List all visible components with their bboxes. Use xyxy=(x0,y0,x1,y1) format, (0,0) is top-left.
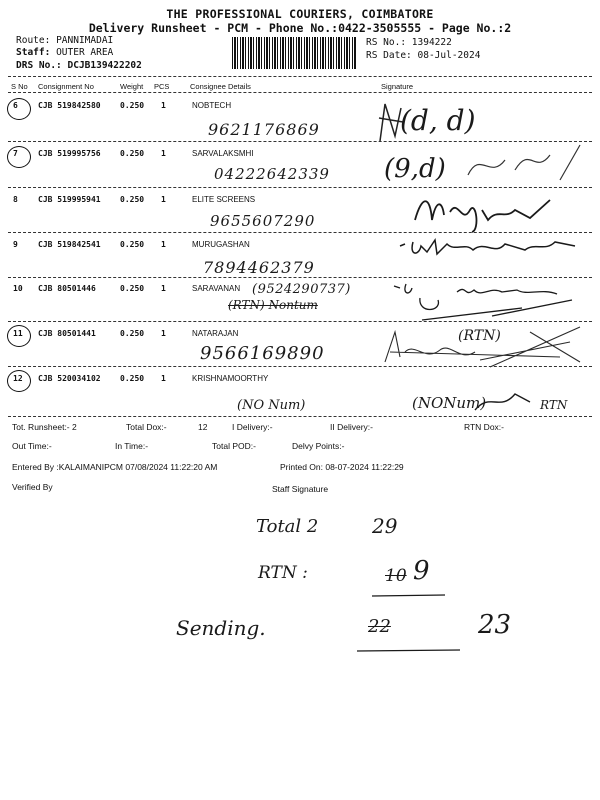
staff-signature: Staff Signature xyxy=(272,484,329,494)
row-consignee: SARVALAKSMHI xyxy=(192,149,254,158)
circled-mark xyxy=(7,98,31,120)
row-weight: 0.250 xyxy=(120,240,145,249)
row-sno: 12 xyxy=(13,374,23,383)
runsheet-subtitle: Delivery Runsheet - PCM - Phone No.:0422-3505555 - Page No.:2 xyxy=(88,21,512,35)
row-note-handwritten: (RTN) Nontum xyxy=(228,298,318,312)
row-sno: 11 xyxy=(13,329,23,338)
row-consignment: CJB 519842580 xyxy=(38,101,101,110)
row-pcs: 1 xyxy=(161,195,166,204)
sending-label-handwritten: Sending. xyxy=(176,616,266,640)
row-pcs: 1 xyxy=(161,329,166,338)
drs-value: DCJB139422202 xyxy=(67,60,142,71)
rtn-value-handwritten: 9 xyxy=(413,556,430,586)
row-sno: 7 xyxy=(13,149,18,158)
row-phone-handwritten: (NO Num) xyxy=(237,398,306,413)
verified-by: Verified By xyxy=(12,482,53,492)
table-top-rule xyxy=(8,76,592,77)
rtn-underline xyxy=(370,593,450,599)
tot-runsheet: Tot. Runsheet:- 2 xyxy=(12,422,77,432)
row-signature-handwritten: (9,d) xyxy=(384,154,446,184)
col-signature: Signature xyxy=(381,82,414,91)
in-time: In Time:- xyxy=(115,441,149,451)
i-delivery: I Delivery:- xyxy=(232,422,273,432)
staff-label: Staff: xyxy=(16,47,51,58)
col-consignee: Consignee Details xyxy=(190,82,251,91)
drs-line xyxy=(16,60,142,71)
out-time: Out Time:- xyxy=(12,441,52,451)
signature-scribble xyxy=(395,234,585,264)
rs-date-line xyxy=(366,50,480,61)
col-consignment: Consignment No xyxy=(38,82,94,91)
rs-no-value: 1394222 xyxy=(411,37,452,48)
row-consignee: NATARAJAN xyxy=(192,329,239,338)
drs-label: DRS No.: xyxy=(16,60,62,71)
total-pod: Total POD:- xyxy=(212,441,256,451)
col-weight: Weight xyxy=(120,82,144,91)
signature-scribble xyxy=(460,140,585,190)
row-consignee: ELITE SCREENS xyxy=(192,195,256,204)
row-phone-handwritten: 04222642339 xyxy=(214,165,330,183)
row-pcs: 1 xyxy=(161,284,166,293)
row-pcs: 1 xyxy=(161,374,166,383)
row-sno: 6 xyxy=(13,101,18,110)
row-weight: 0.250 xyxy=(120,101,145,110)
row-sno: 10 xyxy=(13,284,23,293)
row-rule xyxy=(8,416,592,417)
row-pcs: 1 xyxy=(161,101,166,110)
rs-date-label: RS Date: xyxy=(366,50,412,61)
rtn-struck-handwritten: 10 xyxy=(385,566,407,586)
row-phone-handwritten: 9566169890 xyxy=(200,343,325,364)
ii-delivery: II Delivery:- xyxy=(330,422,373,432)
row-consignee: SARAVANAN xyxy=(192,284,241,293)
row-weight: 0.250 xyxy=(120,195,145,204)
row-consignment: CJB 80501446 xyxy=(38,284,96,293)
row-pcs: 1 xyxy=(161,240,166,249)
route-value: PANNIMADAI xyxy=(56,35,114,46)
row-weight: 0.250 xyxy=(120,284,145,293)
row-sno: 8 xyxy=(13,195,18,204)
row-phone-handwritten: 9655607290 xyxy=(210,212,316,230)
row-signature-handwritten: (NONum) xyxy=(412,394,487,412)
row-consignment: CJB 519995941 xyxy=(38,195,101,204)
circled-mark xyxy=(7,146,31,168)
sending-underline xyxy=(355,648,465,654)
sending-value-handwritten: 23 xyxy=(478,610,512,640)
row-weight: 0.250 xyxy=(120,374,145,383)
signature-scribble xyxy=(470,382,540,417)
table-header-rule xyxy=(8,92,592,93)
row-signature-handwritten: (d, d) xyxy=(400,104,476,137)
entered-by: Entered By :KALAIMANIPCM 07/08/2024 11:22:20 AM xyxy=(12,462,218,472)
row-consignment: CJB 519842541 xyxy=(38,240,101,249)
row-consignment: CJB 519995756 xyxy=(38,149,101,158)
total-label-handwritten: Total 2 xyxy=(256,516,319,537)
staff-value: OUTER AREA xyxy=(56,47,114,58)
signature-scribble xyxy=(380,322,590,372)
route-line xyxy=(16,35,113,46)
signature-scribble xyxy=(392,278,592,323)
rs-no-line xyxy=(366,37,452,48)
row-phone-handwritten: (9524290737) xyxy=(252,282,351,297)
total-value-handwritten: 29 xyxy=(372,514,398,538)
rs-date-value: 08-Jul-2024 xyxy=(417,50,481,61)
barcode xyxy=(232,37,357,69)
rs-no-label: RS No.: xyxy=(366,37,407,48)
row-phone-handwritten: 9621176869 xyxy=(208,120,320,139)
row-consignee: NOBTECH xyxy=(192,101,232,110)
staff-line xyxy=(16,47,113,58)
total-dox-value: 12 xyxy=(198,422,208,432)
row-phone-handwritten: 7894462379 xyxy=(203,258,315,277)
printed-on: Printed On: 08-07-2024 11:22:29 xyxy=(280,462,404,472)
route-label: Route: xyxy=(16,35,51,46)
row-rule xyxy=(8,187,592,188)
row-rule xyxy=(8,232,592,233)
row-consignment: CJB 80501441 xyxy=(38,329,96,338)
row-consignee: MURUGASHAN xyxy=(192,240,250,249)
delvy-points: Delvy Points:- xyxy=(292,441,345,451)
row-weight: 0.250 xyxy=(120,329,145,338)
signature-scribble xyxy=(410,190,560,235)
rtn-label-handwritten: RTN : xyxy=(258,563,308,583)
company-title: THE PROFESSIONAL COURIERS, COIMBATORE xyxy=(166,7,434,21)
row-consignment: CJB 520034102 xyxy=(38,374,101,383)
row-rule xyxy=(8,366,592,367)
row-signature-handwritten: (RTN) xyxy=(458,328,501,344)
row-sno: 9 xyxy=(13,240,18,249)
sending-struck-handwritten: 22 xyxy=(368,616,391,637)
row-consignee: KRISHNAMOORTHY xyxy=(192,374,269,383)
signature-scribble xyxy=(375,96,445,151)
total-dox-label: Total Dox:- xyxy=(126,422,167,432)
rtn-dox: RTN Dox:- xyxy=(464,422,504,432)
col-sno: S No xyxy=(11,82,28,91)
row-weight: 0.250 xyxy=(120,149,145,158)
row-pcs: 1 xyxy=(161,149,166,158)
col-pcs: PCS xyxy=(154,82,170,91)
row-signature-handwritten-2: RTN xyxy=(540,398,568,412)
